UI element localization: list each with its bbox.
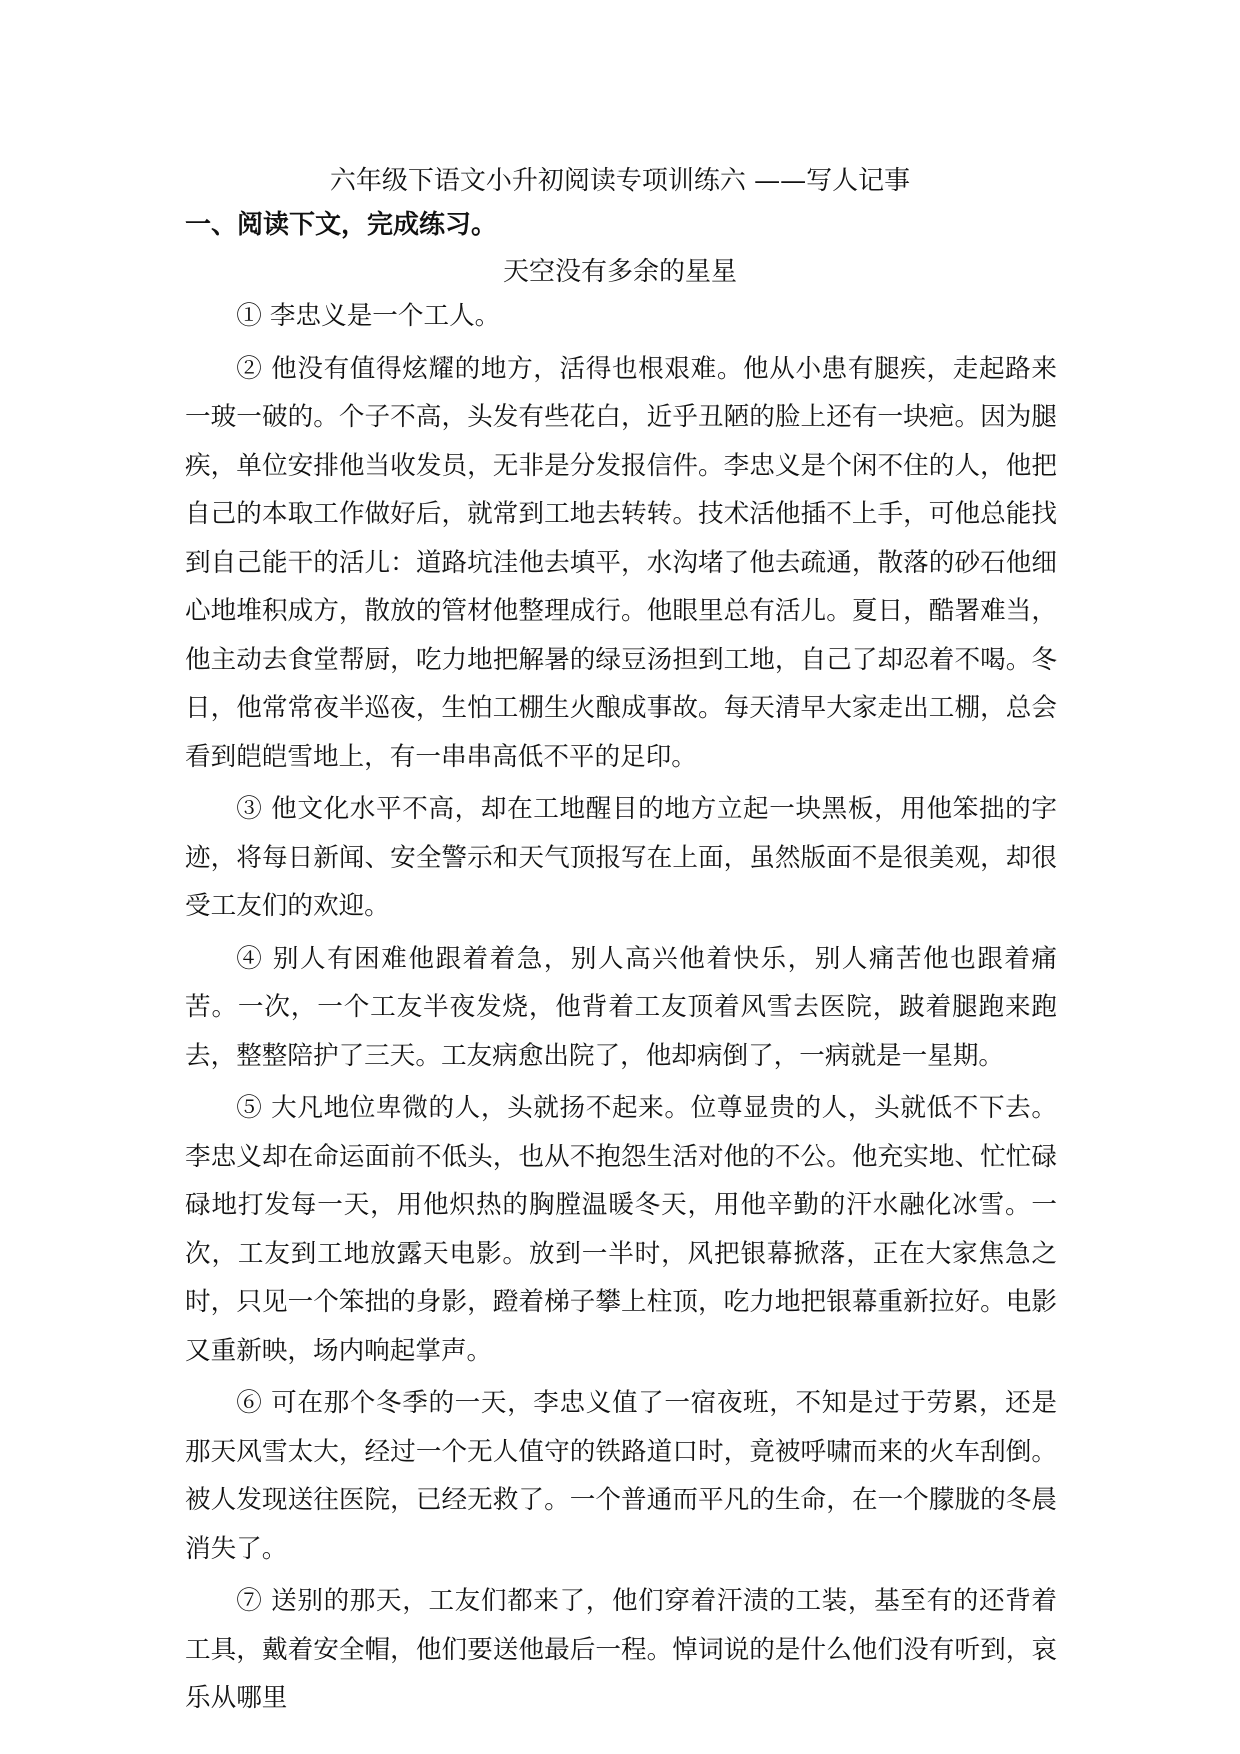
section-heading: 一、阅读下文，完成练习。 xyxy=(185,210,498,240)
passage-body xyxy=(185,292,1057,1723)
paragraph-3: ③ 他文化水平不高，却在工地醒目的地方立起一块黑板，用他笨拙的字迹，将每日新闻、安全警示和天气顶报写在上面，虽然版面不是很美观，却很受工友们的欢迎。 xyxy=(185,794,1057,921)
document-title: 六年级下语文小升初阅读专项训练六 ——写人记事 xyxy=(329,166,911,196)
paragraph-1: ① 李忠义是一个工人。 xyxy=(236,301,501,331)
paragraph-6: ⑥ 可在那个冬季的一天，李忠义值了一宿夜班，不知是过于劳累，还是那天风雪太大，经过一个无人值守的铁路道口时，竟被呼啸而来的火车刮倒。被人发现送往医院，已经无救了。一个普通而平凡的生命，在一个朦胧的冬晨消失了。 xyxy=(185,1388,1057,1564)
paragraph-4: ④ 别人有困难他跟着着急，别人高兴他着快乐，别人痛苦他也跟着痛苦。一次，一个工友半夜发烧，他背着工友顶着风雪去医院，跛着腿跑来跑去，整整陪护了三天。工友病愈出院了，他却病倒了，一病就是一星期。 xyxy=(185,943,1057,1071)
paragraph-7: ⑦ 送别的那天，工友们都来了，他们穿着汗渍的工装，基至有的还背着工具，戴着安全帽，他们要送他最后一程。悼词说的是什么他们没有听到，哀乐从哪里 xyxy=(185,1586,1057,1713)
passage-title: 天空没有多余的星星 xyxy=(502,257,737,287)
paragraph-2: ② 他没有值得炫耀的地方，活得也根艰难。他从小患有腿疾，走起路来一玻一破的。个子不高，头发有些花白，近乎丑陋的脸上还有一块疤。因为腿疾，单位安排他当收发员，无非是分发报信件。李忠义是个闲不住的人，他把自己的本取工作做好后，就常到工地去转转。技术活他插不上手，可他总能找到自己能干的活儿：道路坑洼他去填平，水沟堵了他去疏通，散落的砂石他细心地堆积成方，散放的管材他整理成行。他眼里总有活儿。夏日，酷署难当，他主动去食堂帮厨，吃力地把解暑的绿豆汤担到工地，自己了却忍着不喝。冬日，他常常夜半巡夜，生怕工棚生火酿成事故。每天清早大家走出工棚，总会看到皑皑雪地上，有一串串高低不平的足印。 xyxy=(185,353,1057,772)
paragraph-5: ⑤ 大凡地位卑微的人，头就扬不起来。位尊显贵的人，头就低不下去。李忠义却在命运面前不低头，也从不抱怨生活对他的不公。他充实地、忙忙碌碌地打发每一天，用他炽热的胸膛温暖冬天，用他辛勤的汗水融化冰雪。一次，工友到工地放露天电影。放到一半时，风把银幕掀落，正在大家焦急之时，只见一个笨拙的身影，蹬着梯子攀上柱顶，吃力地把银幕重新拉好。电影又重新映，场内响起掌声。 xyxy=(185,1093,1057,1366)
